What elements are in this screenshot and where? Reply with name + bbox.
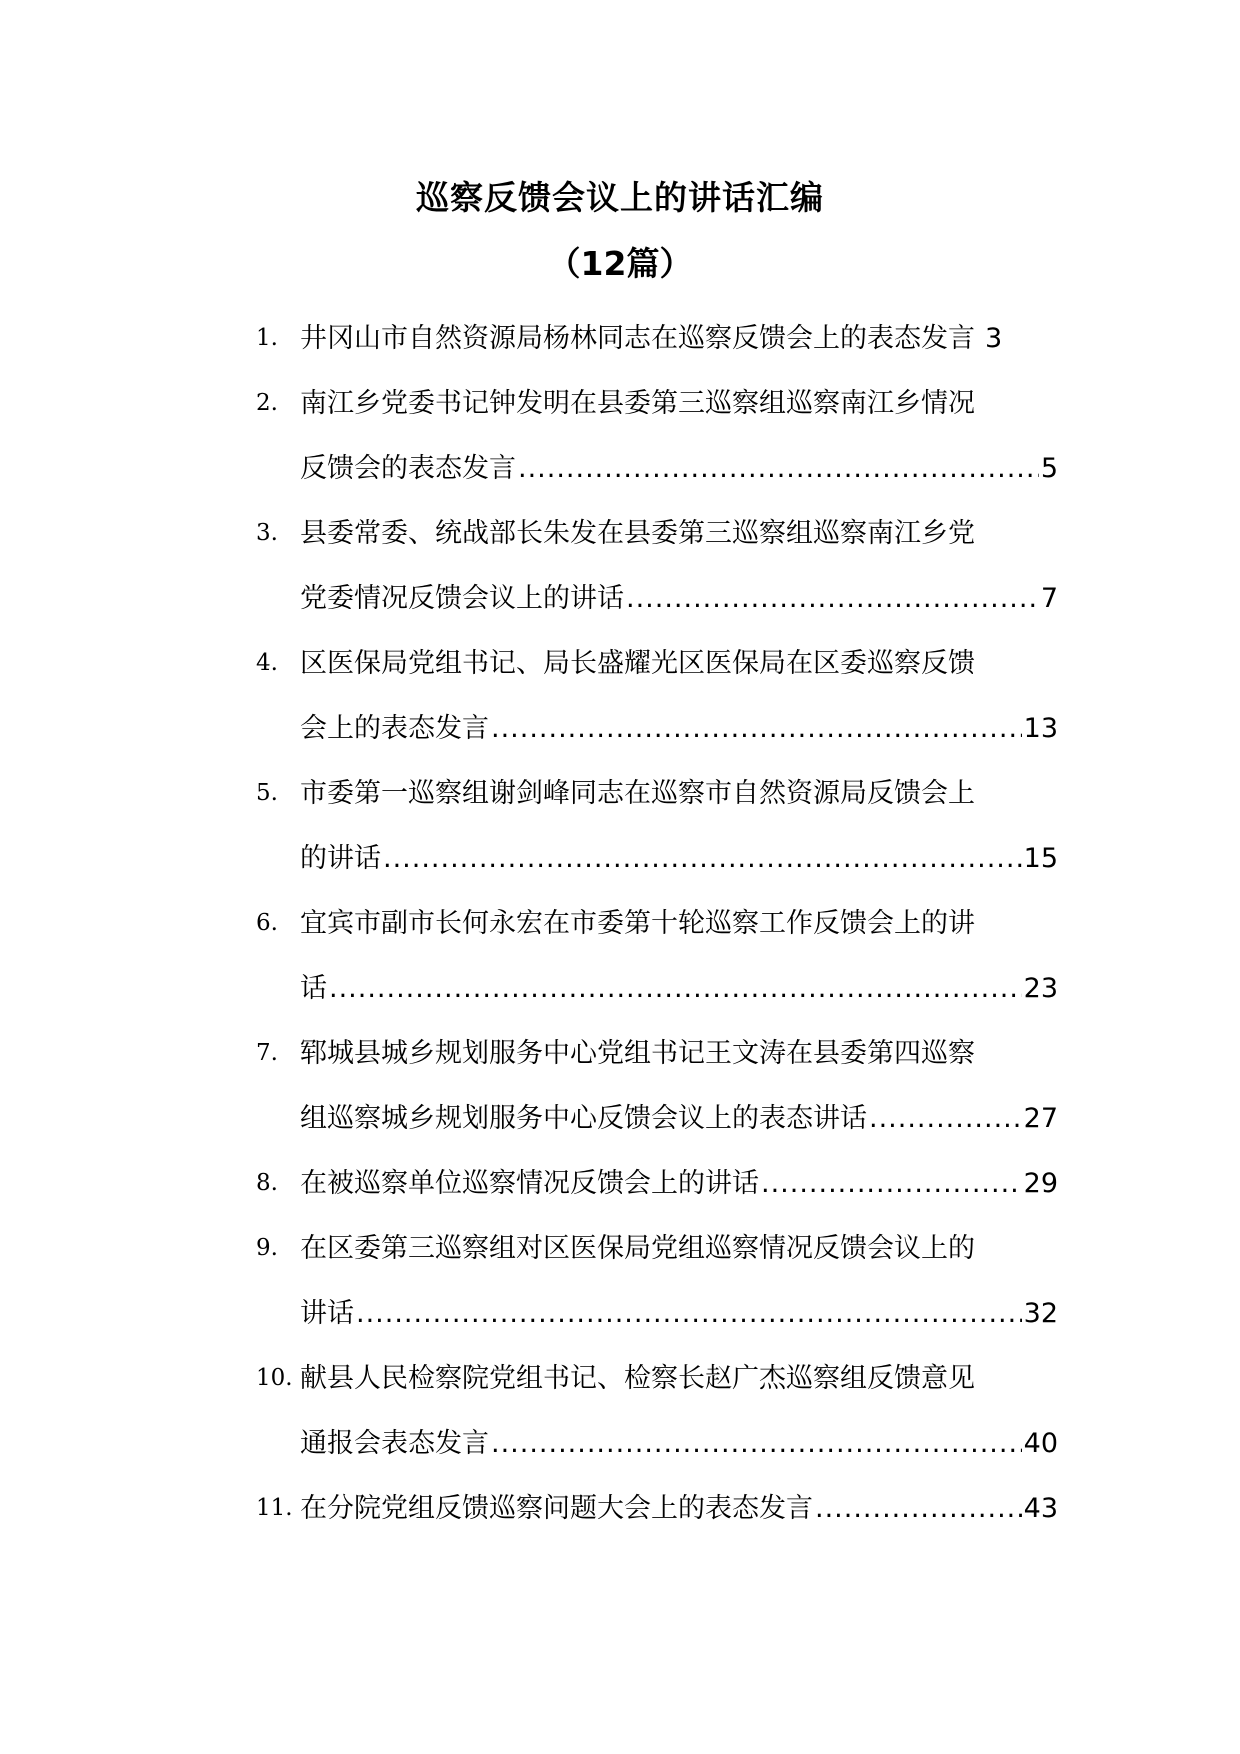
toc-entry-title: 会上的表态发言 bbox=[300, 713, 489, 744]
toc-dot-leader bbox=[491, 1411, 1022, 1476]
toc-page-number: 5 bbox=[1040, 453, 1058, 484]
toc-entry-title: 通报会表态发言 bbox=[300, 1428, 489, 1459]
toc-entry-title: 话 bbox=[300, 973, 327, 1004]
toc-entry-last-line bbox=[300, 1086, 1058, 1151]
toc-page-number: 32 bbox=[1023, 1298, 1058, 1329]
toc-entry-number: 1. bbox=[256, 325, 278, 351]
toc-page-number: 43 bbox=[1023, 1493, 1058, 1524]
toc-entry[interactable] bbox=[256, 891, 1058, 1021]
toc-page-number: 13 bbox=[1023, 713, 1058, 744]
toc-entry-last-line bbox=[300, 1281, 1058, 1346]
toc-entry-number: 9. bbox=[256, 1235, 278, 1261]
toc-entry-last-line bbox=[300, 566, 1058, 631]
toc-entry-title-line: 在区委第三巡察组对区医保局党组巡察情况反馈会议上的 bbox=[300, 1233, 975, 1264]
toc-dot-leader bbox=[356, 1281, 1022, 1346]
table-of-contents bbox=[256, 306, 1058, 1541]
toc-entry-last-line bbox=[300, 1476, 1058, 1541]
toc-entry-title-line: 南江乡党委书记钟发明在县委第三巡察组巡察南江乡情况 bbox=[300, 388, 975, 419]
toc-entry-title: 在分院党组反馈巡察问题大会上的表态发言 bbox=[300, 1493, 813, 1524]
toc-dot-leader bbox=[491, 696, 1022, 761]
toc-page-number: 23 bbox=[1023, 973, 1058, 1004]
document-title: 巡察反馈会议上的讲话汇编 bbox=[416, 178, 824, 217]
toc-entry[interactable] bbox=[256, 371, 1058, 501]
toc-entry-title-line: 区医保局党组书记、局长盛耀光区医保局在区委巡察反馈 bbox=[300, 648, 975, 679]
toc-entry[interactable] bbox=[256, 1021, 1058, 1151]
toc-entry-last-line bbox=[300, 696, 1058, 761]
toc-page-number: 40 bbox=[1023, 1428, 1058, 1459]
toc-entry-number: 4. bbox=[256, 650, 278, 676]
toc-entry-title: 的讲话 bbox=[300, 843, 381, 874]
toc-page-number: 27 bbox=[1023, 1103, 1058, 1134]
toc-entry-number: 2. bbox=[256, 390, 278, 416]
toc-entry-title: 讲话 bbox=[300, 1298, 354, 1329]
toc-entry[interactable] bbox=[256, 1346, 1058, 1476]
toc-entry-title: 在被巡察单位巡察情况反馈会上的讲话 bbox=[300, 1168, 759, 1199]
toc-entry[interactable] bbox=[256, 1216, 1058, 1346]
toc-entry-title-line: 献县人民检察院党组书记、检察长赵广杰巡察组反馈意见 bbox=[300, 1363, 975, 1394]
toc-entry-number: 10. bbox=[256, 1365, 293, 1391]
toc-dot-leader bbox=[383, 826, 1022, 891]
toc-page-number: 7 bbox=[1040, 583, 1058, 614]
toc-entry[interactable] bbox=[256, 761, 1058, 891]
toc-entry-title-line: 市委第一巡察组谢剑峰同志在巡察市自然资源局反馈会上 bbox=[300, 778, 975, 809]
toc-page-number: 29 bbox=[1023, 1168, 1058, 1199]
toc-entry-number: 5. bbox=[256, 780, 278, 806]
toc-entry-title: 井冈山市自然资源局杨林同志在巡察反馈会上的表态发言 bbox=[300, 323, 975, 354]
toc-entry-number: 8. bbox=[256, 1170, 278, 1196]
toc-entry[interactable] bbox=[256, 501, 1058, 631]
toc-entry-number: 3. bbox=[256, 520, 278, 546]
document-subtitle: （12篇） bbox=[547, 244, 693, 283]
toc-entry-title-line: 宜宾市副市长何永宏在市委第十轮巡察工作反馈会上的讲 bbox=[300, 908, 975, 939]
toc-dot-leader bbox=[761, 1151, 1022, 1216]
toc-page-number: 15 bbox=[1023, 843, 1058, 874]
toc-entry-last-line bbox=[300, 1151, 1058, 1216]
toc-entry[interactable] bbox=[256, 306, 1058, 371]
toc-entry[interactable] bbox=[256, 1151, 1058, 1216]
toc-dot-leader bbox=[626, 566, 1039, 631]
toc-page-number: 3 bbox=[985, 323, 1003, 354]
toc-entry-number: 7. bbox=[256, 1040, 278, 1066]
toc-entry-number: 6. bbox=[256, 910, 278, 936]
toc-entry-title: 党委情况反馈会议上的讲话 bbox=[300, 583, 624, 614]
toc-entry-title-line: 县委常委、统战部长朱发在县委第三巡察组巡察南江乡党 bbox=[300, 518, 975, 549]
toc-entry-number: 11. bbox=[256, 1495, 293, 1521]
toc-entry-title-line: 郓城县城乡规划服务中心党组书记王文涛在县委第四巡察 bbox=[300, 1038, 975, 1069]
toc-entry-title: 反馈会的表态发言 bbox=[300, 453, 516, 484]
toc-entry[interactable] bbox=[256, 631, 1058, 761]
toc-entry-last-line bbox=[300, 826, 1058, 891]
toc-dot-leader bbox=[518, 436, 1039, 501]
toc-dot-leader bbox=[329, 956, 1022, 1021]
toc-entry-last-line bbox=[300, 1411, 1058, 1476]
toc-entry-last-line bbox=[300, 306, 1058, 371]
toc-entry-last-line bbox=[300, 956, 1058, 1021]
toc-entry-title: 组巡察城乡规划服务中心反馈会议上的表态讲话 bbox=[300, 1103, 867, 1134]
toc-dot-leader bbox=[869, 1086, 1022, 1151]
toc-dot-leader bbox=[815, 1476, 1022, 1541]
toc-entry[interactable] bbox=[256, 1476, 1058, 1541]
toc-entry-last-line bbox=[300, 436, 1058, 501]
